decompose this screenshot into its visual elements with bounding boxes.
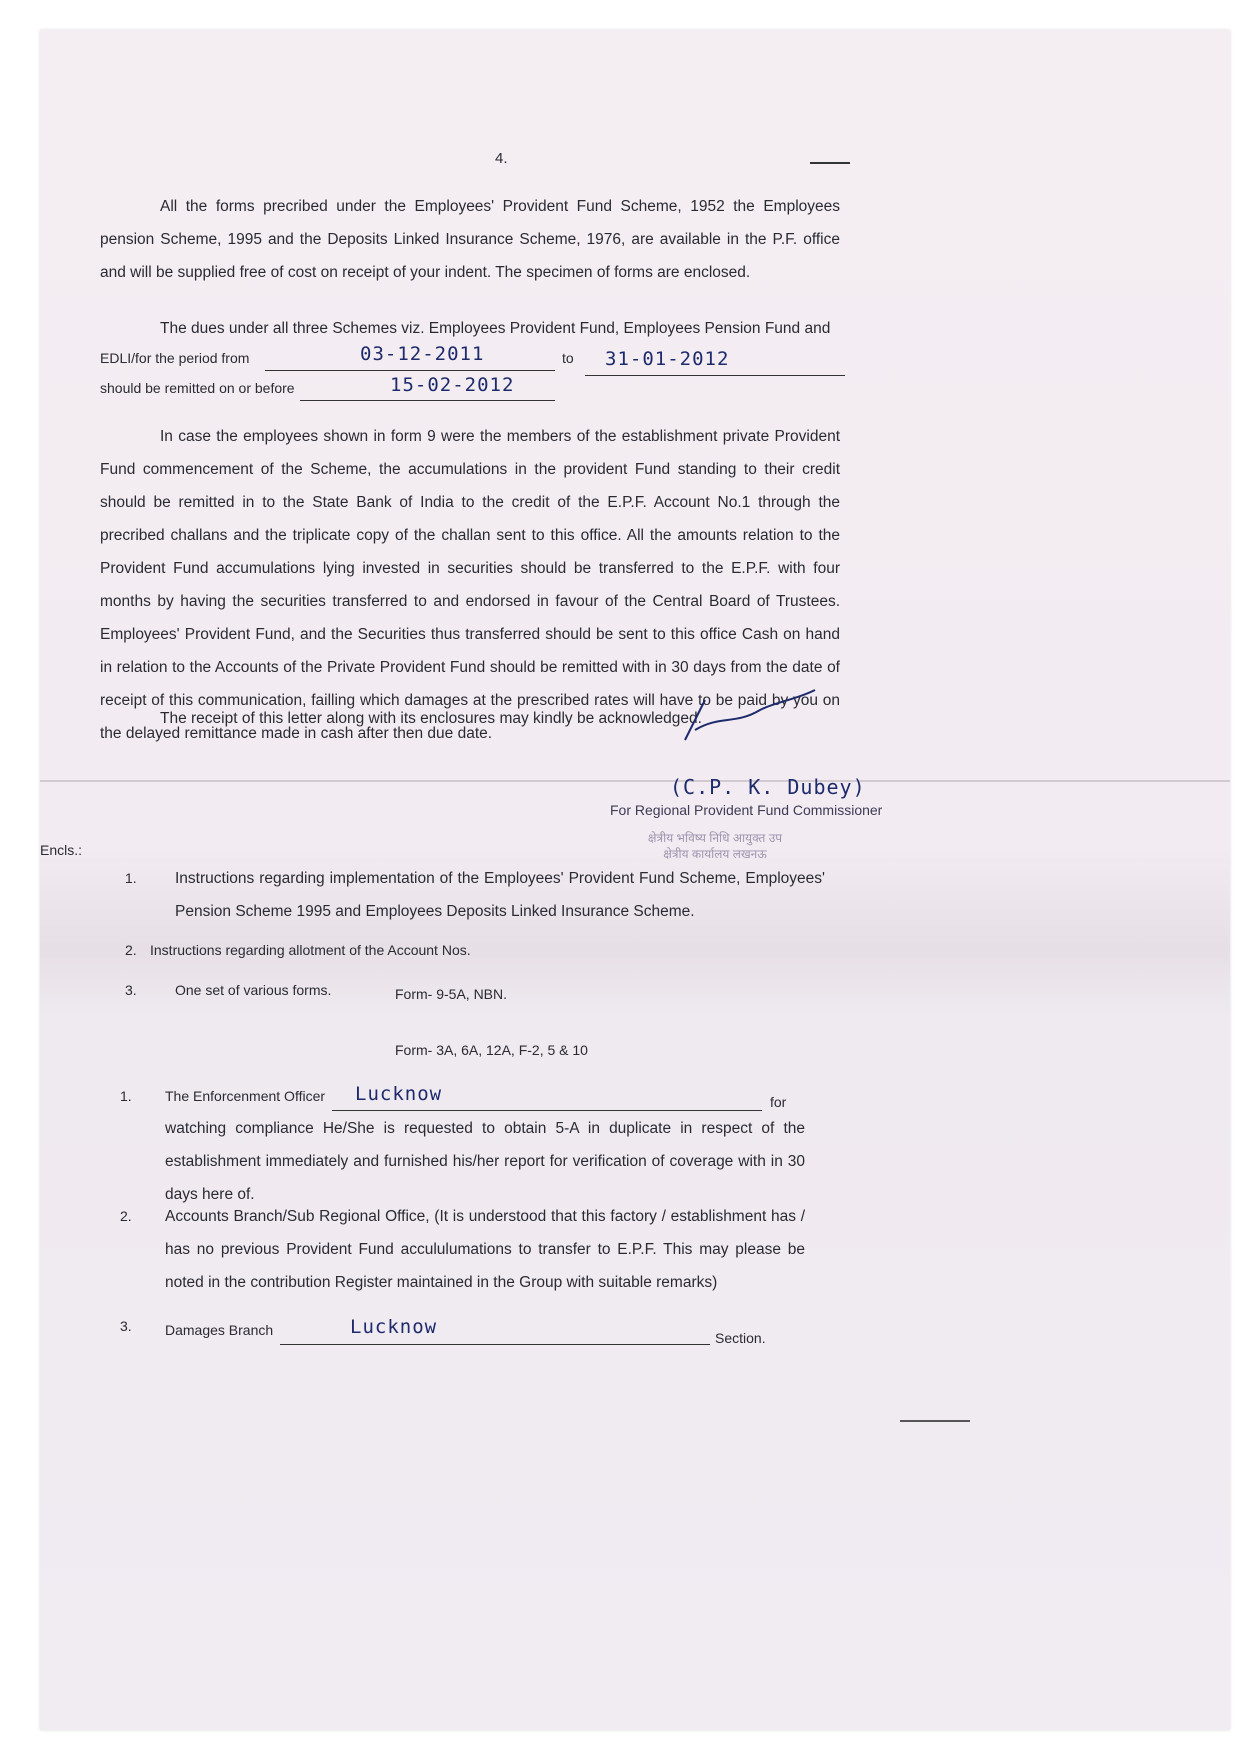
signatory-designation: For Regional Provident Fund Commissioner	[610, 802, 883, 818]
forms-list-2: Form- 3A, 6A, 12A, F-2, 5 & 10	[395, 1042, 588, 1058]
period-label: EDLI/for the period from	[100, 350, 250, 366]
copy-1-label: The Enforcenment Officer	[165, 1088, 326, 1104]
encls-label: Encls.:	[40, 842, 83, 858]
forms-paragraph: All the forms precribed under the Employees' Provident Fund Scheme, 1952 the Employees pension Scheme, 1995 and the Deposits Linked Insurance Scheme, 1976, are available in the P.F. office and will be supplied free of cost on receipt of your indent. The specimen of forms are enclosed.	[100, 198, 840, 281]
encl-1-text: Instructions regarding implementation of the Employees' Provident Fund Scheme, Employees' Pension Scheme 1995 and Employees Deposits Linked Insurance Scheme.	[175, 870, 825, 920]
to-label: to	[562, 350, 574, 366]
copy-3-label: Damages Branch	[165, 1322, 274, 1338]
margin-mark	[810, 162, 850, 164]
signatory-name: (C.P. K. Dubey)	[670, 775, 866, 799]
copy-3-section: Section.	[715, 1330, 766, 1346]
accumulations-paragraph: In case the employees shown in form 9 were the members of the establishment private Provident Fund commencement of the Scheme, the accumulations in the provident Fund standing to their credit should be remitted in to the State Bank of India to the credit of the E.P.F. Account No.1 through the precribed challans and the triplicate copy of the challan sent to this office. All the amounts relation to the Provident Fund accumulations lying invested in securities should be transferred to the E.P.F. with four months by having the securities transferred to and endorsed in favour of the Central Board of Trustees. Employees' Provident Fund, and the Securities thus transferred should be sent to this office Cash on hand in relation to the Accounts of the Private Provident Fund should be remitted with in 30 days from the date of receipt of this communication, failling which damages at the prescribed rates will have to be paid by you on the delayed remittance made in cash after then due date.	[100, 428, 840, 742]
acknowledge-paragraph: The receipt of this letter along with its enclosures may kindly be acknowledged.	[160, 710, 702, 727]
from-date: 03-12-2011	[360, 343, 485, 365]
encl-2-text: Instructions regarding allotment of the Account Nos.	[150, 942, 471, 958]
copy-2-num: 2.	[120, 1208, 132, 1224]
signature-mark	[665, 670, 825, 770]
dues-line: The dues under all three Schemes viz. Employees Provident Fund, Employees Pension Fund and	[160, 320, 831, 337]
to-date: 31-01-2012	[605, 348, 730, 370]
letter-page	[40, 30, 1230, 1730]
forms-list-1: Form- 9-5A, NBN.	[395, 986, 508, 1002]
copy-1-text: watching compliance He/She is requested to obtain 5-A in duplicate in respect of the establishment immediately and furnished his/her report for verification of coverage with in 30 days here of.	[165, 1120, 805, 1203]
paper-fold	[40, 780, 1230, 782]
copy-3-handwritten: Lucknow	[350, 1316, 438, 1338]
copy-1-num: 1.	[120, 1088, 132, 1104]
encl-3-num: 3.	[125, 982, 137, 998]
copy-1-for: for	[770, 1094, 787, 1110]
remit-date: 15-02-2012	[390, 374, 515, 396]
encl-1-num: 1.	[125, 870, 137, 886]
copy-1-handwritten: Lucknow	[355, 1083, 443, 1105]
margin-mark-bottom	[900, 1420, 970, 1422]
page-number: 4.	[495, 150, 508, 167]
copy-3-num: 3.	[120, 1318, 132, 1334]
copy-2-text: Accounts Branch/Sub Regional Office, (It is understood that this factory / establishment has / has no previous Provident Fund accululumations to transfer to E.P.F. This may please be noted in the contribution Register maintained in the Group with suitable remarks)	[165, 1208, 805, 1291]
office-stamp: क्षेत्रीय भविष्य निधि आयुक्त उप क्षेत्रीय कार्यालय लखनऊ	[647, 831, 783, 861]
encl-3-text: One set of various forms.	[175, 982, 332, 998]
remit-label: should be remitted on or before	[100, 380, 295, 396]
encl-2-num: 2.	[125, 942, 137, 958]
